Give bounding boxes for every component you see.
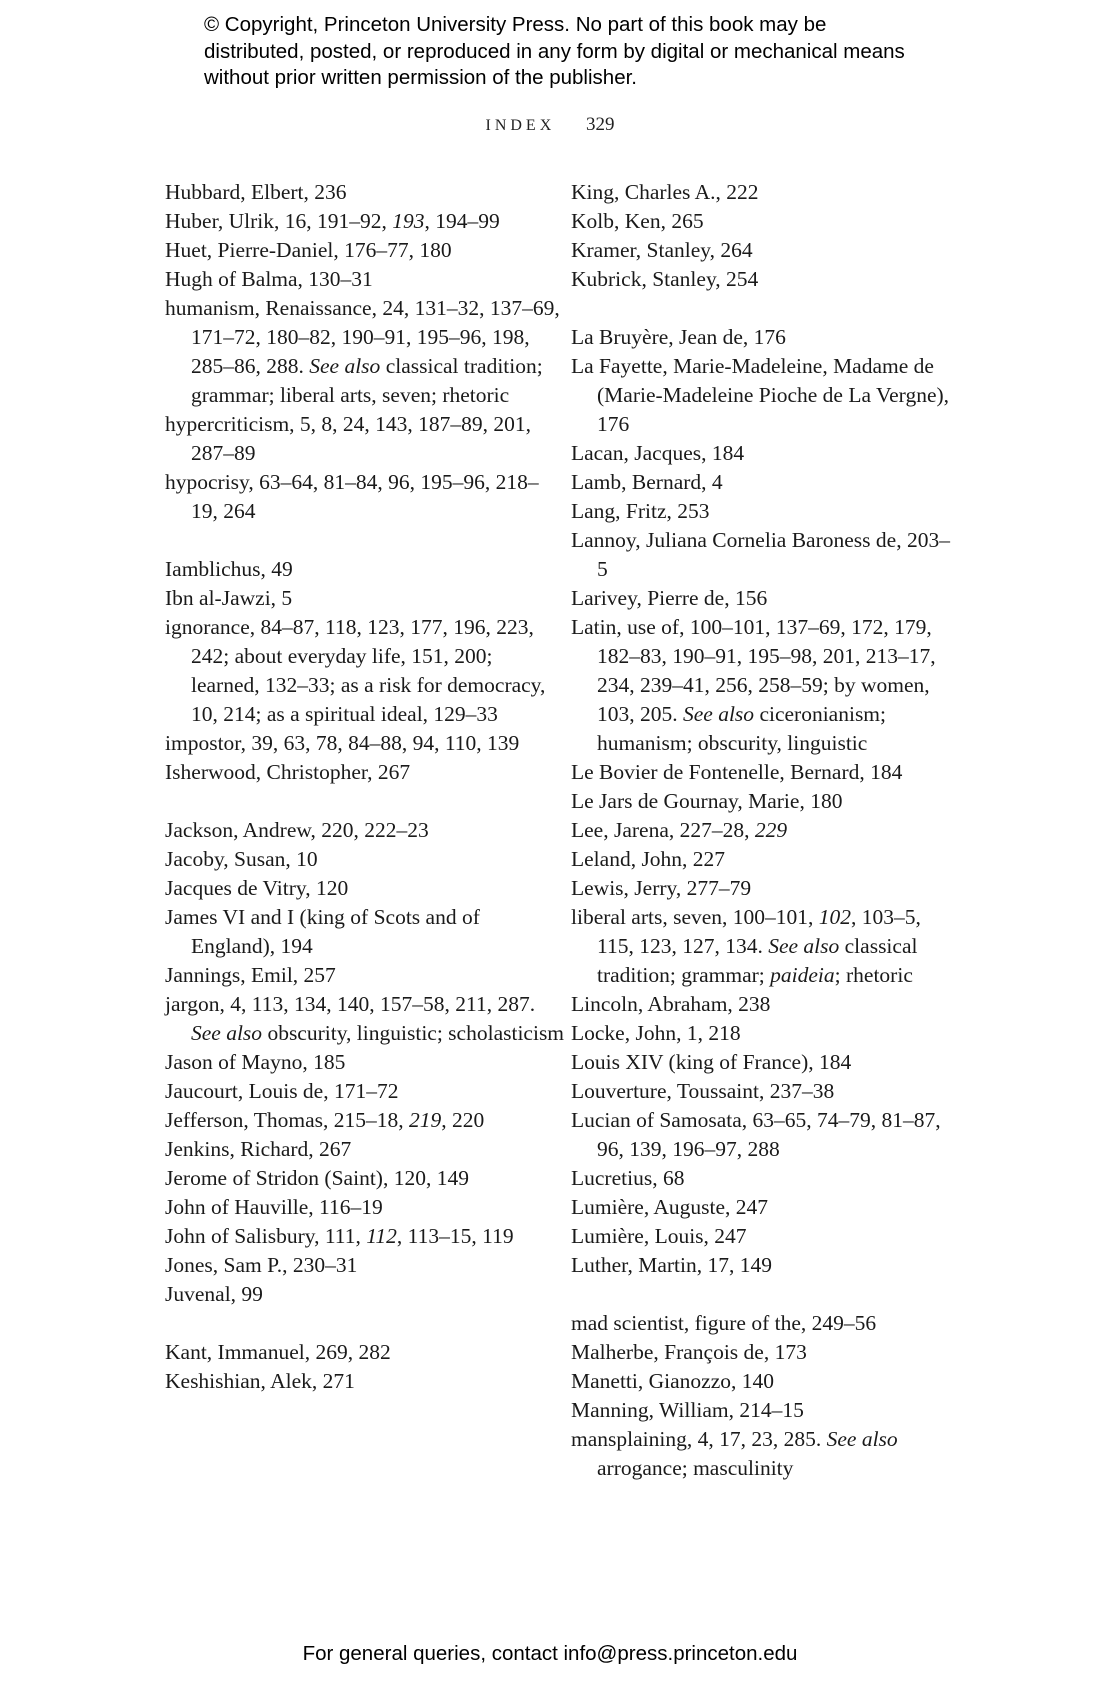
index-entry: James VI and I (king of Scots and of England), 194	[165, 905, 480, 958]
index-entry: Locke, John, 1, 218	[571, 1021, 741, 1045]
index-entry: Jenkins, Richard, 267	[165, 1137, 352, 1161]
letter-group-gap	[571, 1280, 951, 1309]
index-entry: La Fayette, Marie-Madeleine, Madame de (Marie-Madeleine Pioche de La Vergne), 176	[571, 354, 950, 436]
index-entry: Kubrick, Stanley, 254	[571, 267, 759, 291]
index-entry: Jaucourt, Louis de, 171–72	[165, 1079, 399, 1103]
index-entry: La Bruyère, Jean de, 176	[571, 325, 786, 349]
index-entry: Jerome of Stridon (Saint), 120, 149	[165, 1166, 469, 1190]
index-entry: John of Hauville, 116–19	[165, 1195, 383, 1219]
index-entry: Lucian of Samosata, 63–65, 74–79, 81–87, 96, 139, 196–97, 288	[571, 1108, 941, 1161]
index-entry: hypercriticism, 5, 8, 24, 143, 187–89, 201, 287–89	[165, 412, 532, 465]
index-entry: Iamblichus, 49	[165, 557, 293, 581]
index-entry: Jacques de Vitry, 120	[165, 876, 349, 900]
index-entry: Kant, Immanuel, 269, 282	[165, 1340, 391, 1364]
index-entry: Louverture, Toussaint, 237–38	[571, 1079, 835, 1103]
index-entry: King, Charles A., 222	[571, 180, 759, 204]
index-entry: Louis XIV (king of France), 184	[571, 1050, 852, 1074]
index-entry: Ibn al-Jawzi, 5	[165, 586, 293, 610]
index-entry: Lucretius, 68	[571, 1166, 685, 1190]
index-entry: Lumière, Louis, 247	[571, 1224, 747, 1248]
index-entry: mansplaining, 4, 17, 23, 285. See also arrogance; masculinity	[571, 1427, 898, 1480]
index-entry: Lamb, Bernard, 4	[571, 470, 723, 494]
index-entry: Jones, Sam P., 230–31	[165, 1253, 358, 1277]
index-entry: Luther, Martin, 17, 149	[571, 1253, 772, 1277]
index-entry: liberal arts, seven, 100–101, 102, 103–5, 115, 123, 127, 134. See also classical tradition; grammar; paideia; rhetoric	[571, 905, 921, 987]
index-entry: Lannoy, Juliana Cornelia Baroness de, 203–5	[571, 528, 950, 581]
index-entry: Manetti, Gianozzo, 140	[571, 1369, 775, 1393]
index-entry: Huet, Pierre-Daniel, 176–77, 180	[165, 238, 452, 262]
index-entry: Hubbard, Elbert, 236	[165, 180, 347, 204]
index-entry: ignorance, 84–87, 118, 123, 177, 196, 223, 242; about everyday life, 151, 200; learned, 132–33; as a risk for democracy, 10, 214; as a spiritual ideal, 129–33	[165, 615, 546, 726]
index-column-left	[165, 178, 565, 1396]
index-entry: Hugh of Balma, 130–31	[165, 267, 373, 291]
index-entry: Kolb, Ken, 265	[571, 209, 704, 233]
running-head-label: INDEX	[485, 117, 556, 134]
index-entry: hypocrisy, 63–64, 81–84, 96, 195–96, 218–19, 264	[165, 470, 539, 523]
index-entry: humanism, Renaissance, 24, 131–32, 137–69, 171–72, 180–82, 190–91, 195–96, 198, 285–86, 288. See also classical tradition; grammar; liberal arts, seven; rhetoric	[165, 296, 560, 407]
index-entry: Lewis, Jerry, 277–79	[571, 876, 752, 900]
index-entry: Jacoby, Susan, 10	[165, 847, 318, 871]
index-entry: Huber, Ulrik, 16, 191–92, 193, 194–99	[165, 209, 500, 233]
index-entry: Jannings, Emil, 257	[165, 963, 336, 987]
index-entry: Jefferson, Thomas, 215–18, 219, 220	[165, 1108, 485, 1132]
letter-group-gap	[571, 294, 951, 323]
index-entry: Manning, William, 214–15	[571, 1398, 804, 1422]
index-entry: Lee, Jarena, 227–28, 229	[571, 818, 788, 842]
index-entry: Keshishian, Alek, 271	[165, 1369, 355, 1393]
index-column-right	[571, 178, 951, 1483]
index-entry: Le Jars de Gournay, Marie, 180	[571, 789, 843, 813]
index-entry: Lincoln, Abraham, 238	[571, 992, 771, 1016]
index-entry: impostor, 39, 63, 78, 84–88, 94, 110, 139	[165, 731, 520, 755]
footer-contact: For general queries, contact info@press.princeton.edu	[302, 1642, 798, 1665]
index-entry: Isherwood, Christopher, 267	[165, 760, 411, 784]
index-entry: Larivey, Pierre de, 156	[571, 586, 768, 610]
index-entry: John of Salisbury, 111, 112, 113–15, 119	[165, 1224, 514, 1248]
letter-group-gap	[165, 1309, 565, 1338]
index-entry: Kramer, Stanley, 264	[571, 238, 753, 262]
index-entry: Leland, John, 227	[571, 847, 726, 871]
page-number: 329	[586, 114, 615, 135]
index-entry: Jackson, Andrew, 220, 222–23	[165, 818, 429, 842]
index-entry: Malherbe, François de, 173	[571, 1340, 807, 1364]
index-entry: Juvenal, 99	[165, 1282, 263, 1306]
index-entry: jargon, 4, 113, 134, 140, 157–58, 211, 287. See also obscurity, linguistic; scholasticism	[165, 992, 565, 1045]
index-entry: Le Bovier de Fontenelle, Bernard, 184	[571, 760, 903, 784]
letter-group-gap	[165, 787, 565, 816]
copyright-notice: © Copyright, Princeton University Press. No part of this book may be distributed, posted, or reproduced in any form by digital or mechanical means without prior written permission of the publisher.	[204, 13, 905, 89]
index-entry: Lumière, Auguste, 247	[571, 1195, 769, 1219]
index-entry: mad scientist, figure of the, 249–56	[571, 1311, 877, 1335]
running-head	[0, 114, 1100, 136]
index-entry: Lang, Fritz, 253	[571, 499, 710, 523]
index-entry: Lacan, Jacques, 184	[571, 441, 745, 465]
index-entry: Jason of Mayno, 185	[165, 1050, 346, 1074]
index-entry: Latin, use of, 100–101, 137–69, 172, 179, 182–83, 190–91, 195–98, 201, 213–17, 234, 239–41, 256, 258–59; by women, 103, 205. See also ciceronianism; humanism; obscurity, linguistic	[571, 615, 936, 755]
letter-group-gap	[165, 526, 565, 555]
